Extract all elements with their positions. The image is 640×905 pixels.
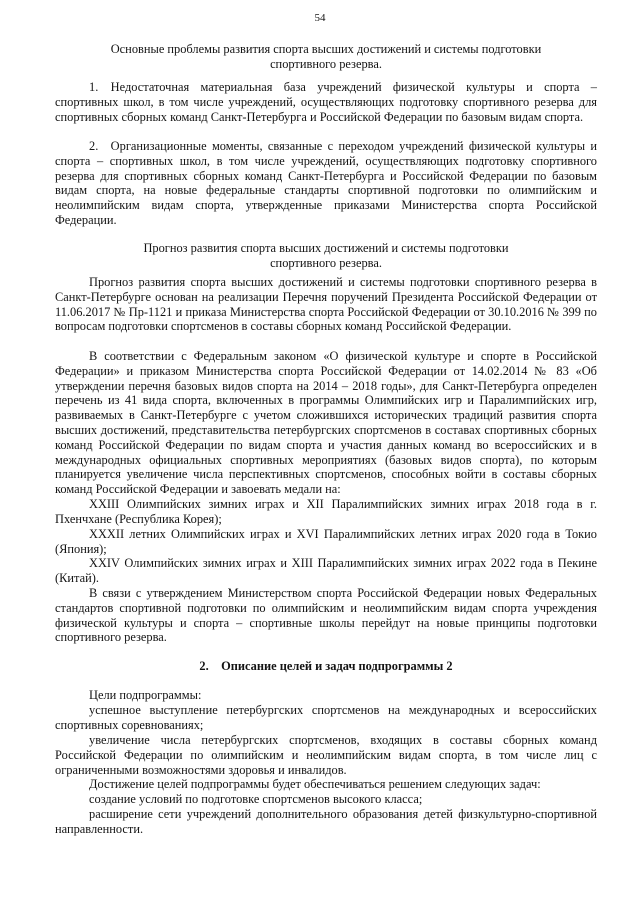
heading-line: Прогноз развития спорта высших достижений и системы подготовки	[143, 241, 509, 255]
paragraph-tasks-intro: Достижение целей подпрограммы будет обеспечиваться решением следующих задач:	[89, 777, 541, 791]
paragraph-games-2022: XXIV Олимпийских зимних играх и XIII Паралимпийских зимних играх 2022 года в Пекине (Китай).	[55, 556, 597, 585]
paragraph-goal-1: успешное выступление петербургских спортсменов на международных и всероссийских спортивных соревнованиях;	[55, 703, 597, 732]
paragraph-problem-2: 2. Организационные моменты, связанные с переходом учреждений физической культуры и спорта – спортивных школ, в том числе учреждений, осуществляющих подготовку спортивного резерва для спортивных сборных команд Санкт-Петербурга и Российской Федерации по базовым видам спорта, на новые федеральные стандарты спортивной подготовки по олимпийским и неолимпийским видам спорта, утвержденные приказами Министерства спорта Российской Федерации.	[55, 139, 597, 227]
page-number: 54	[314, 12, 326, 24]
paragraph-games-2020: XXXII летних Олимпийских играх и XVI Паралимпийских летних играх 2020 года в Токио (Япония);	[55, 527, 597, 556]
paragraph-goals-label: Цели подпрограммы:	[89, 688, 202, 702]
paragraph-task-2: расширение сети учреждений дополнительного образования детей физкультурно-спортивной направленности.	[55, 807, 597, 836]
heading-line: спортивного резерва.	[270, 255, 382, 270]
paragraph-federal-law: В соответствии с Федеральным законом «О физической культуре и спорте в Российской Федерации» и приказом Министерства спорта Российской Федерации от 14.02.2014 № 83 «Об утверждении перечня базовых видов спорта на 2014 – 2018 годы», для Санкт-Петербурга определен перечень из 41 вида спорта, включенных в программы Олимпийских игр и Паралимпийских игр, развиваемых в Санкт-Петербурге с учетом сложившихся исторических традиций развития спорта высших достижений, представительства петербургских спортсменов в составах спортивных сборных команд Российской Федерации по видам спорта и участия данных команд во всероссийских и в международных официальных спортивных мероприятиях (базовых видов спорта), по которым планируется увеличение числа перспективных спортсменов, способных войти в составы сборных команд Российской Федерации и завоевать медали на:	[55, 349, 597, 497]
paragraph-games-2018: XXIII Олимпийских зимних играх и XII Паралимпийских зимних играх 2018 года в г. Пхенчхане (Республика Корея);	[55, 497, 597, 526]
paragraph-new-standards: В связи с утверждением Министерством спорта Российской Федерации новых Федеральных стандартов спортивной подготовки по олимпийским и неолимпийским видам спорта учреждения физической культуры и спорта – спортивные школы перейдут на новые принципы подготовки спортивного резерва.	[55, 586, 597, 645]
section-2-title: 2. Описание целей и задач подпрограммы 2	[199, 659, 453, 673]
paragraph-goal-2: увеличение числа петербургских спортсменов, входящих в составы сборных команд Российской Федерации по олимпийским и неолимпийским видам спорта, в том числе лиц с ограниченными возможностями здоровья и инвалидов.	[55, 733, 597, 777]
paragraph-problem-1: 1. Недостаточная материальная база учреждений физической культуры и спорта – спортивных школ, в том числе учреждений, осуществляющих подготовку спортивного резерва для спортивных сборных команд Санкт-Петербурга и Российской Федерации по базовым видам спорта.	[55, 80, 597, 124]
heading-line: спортивного резерва.	[270, 56, 382, 71]
heading-line: Основные проблемы развития спорта высших достижений и системы подготовки	[110, 42, 542, 56]
heading-main-problems	[55, 42, 597, 72]
paragraph-forecast: Прогноз развития спорта высших достижений и системы подготовки спортивного резерва в Санкт-Петербурге основан на реализации Перечня поручений Президента Российской Федерации от 11.06.2017 № Пр-1121 и приказа Министерства спорта Российской Федерации от 30.10.2016 № 399 по вопросам подготовки спортсменов в составы сборных команд Российской Федерации.	[55, 275, 597, 334]
heading-forecast	[55, 241, 597, 271]
paragraph-task-1: создание условий по подготовке спортсменов высокого класса;	[89, 792, 423, 806]
